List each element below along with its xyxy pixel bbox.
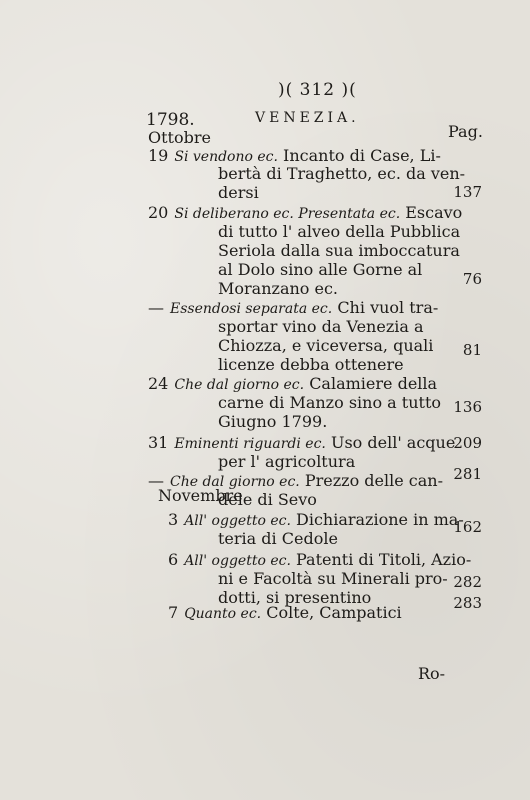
entry-incipit: Si vendono ec. <box>174 149 278 165</box>
year-heading: 1798. <box>146 110 195 130</box>
entry-day: 19 <box>148 146 169 165</box>
entry-incipit: All' oggetto ec. <box>184 513 291 529</box>
entry-3-line-2: teria di Cedole <box>218 529 338 548</box>
city-heading: VENEZIA. <box>255 110 360 126</box>
entry-incipit: Essendosi separata ec. <box>170 301 333 317</box>
entry-essendosi-line-3: Chiozza, e viceversa, quali <box>218 336 434 355</box>
entry-31-page: 209 <box>453 434 482 452</box>
entry-text: Chi vuol tra- <box>337 298 439 317</box>
entry-day: 20 <box>148 203 169 222</box>
entry-incipit: All' oggetto ec. <box>184 553 291 569</box>
entry-20-line-5: Moranzano ec. <box>218 279 339 298</box>
entry-6-page: 282 <box>453 573 482 591</box>
entry-24-page: 136 <box>453 398 482 416</box>
entry-19-line-2: bertà di Traghetto, ec. da ven- <box>218 164 466 183</box>
entry-3-line-1 <box>168 510 464 531</box>
entry-day: 3 <box>168 510 179 529</box>
entry-candele-line-2: dele di Sevo <box>218 490 317 509</box>
entry-day: — <box>148 471 164 490</box>
entry-candele-page: 281 <box>453 465 482 483</box>
entry-day: — <box>148 298 164 317</box>
entry-20-line-3: Seriola dalla sua imboccatura <box>218 241 460 260</box>
entry-incipit: Si deliberano ec. Presentata ec. <box>174 206 401 222</box>
entry-essendosi-line-4: licenze debba ottenere <box>218 355 404 374</box>
entry-19-line-3: dersi <box>218 183 259 202</box>
catchword: Ro- <box>418 664 446 683</box>
entry-6-line-1 <box>168 550 471 571</box>
entry-text: Colte, Campatici <box>266 603 402 622</box>
entry-text: Uso dell' acque <box>330 433 456 452</box>
page-number: )( 312 )( <box>278 80 357 100</box>
month-november: Novembre <box>158 486 243 505</box>
entry-31-line-2: per l' agricoltura <box>218 452 356 471</box>
entry-6-line-3: dotti, si presentino <box>218 588 372 607</box>
entry-day: 7 <box>168 603 179 622</box>
entry-24-line-2: carne di Manzo sino a tutto <box>218 393 442 412</box>
entry-text: Patenti di Titoli, Azio- <box>296 550 472 569</box>
entry-incipit: Eminenti riguardi ec. <box>174 436 326 452</box>
entry-19-page: 137 <box>453 183 482 201</box>
entry-text: Escavo <box>405 203 463 222</box>
entry-text: Calamiere della <box>309 374 438 393</box>
entry-20-line-4: al Dolo sino alle Gorne al <box>218 260 423 279</box>
entry-20-line-1 <box>148 203 462 224</box>
entry-essendosi-page: 81 <box>462 341 482 359</box>
entry-31-line-1 <box>148 433 455 454</box>
entry-3-page: 162 <box>453 518 482 536</box>
entry-essendosi-line-1 <box>148 298 438 319</box>
entry-incipit: Che dal giorno ec. <box>170 474 300 490</box>
entry-20-page: 76 <box>462 270 482 288</box>
entry-day: 6 <box>168 550 179 569</box>
entry-24-line-3: Giugno 1799. <box>218 412 328 431</box>
entry-text: Prezzo delle can- <box>304 471 443 490</box>
entry-text: Dichiarazione in ma- <box>296 510 464 529</box>
month-october: Ottobre <box>148 128 211 147</box>
pag-column-label: Pag. <box>448 122 483 141</box>
entry-essendosi-line-2: sportar vino da Venezia a <box>218 317 424 336</box>
entry-20-line-2: di tutto l' alveo della Pubblica <box>218 222 461 241</box>
entry-incipit: Quanto ec. <box>184 606 262 622</box>
entry-text: Incanto di Case, Li- <box>283 146 441 165</box>
entry-day: 24 <box>148 374 169 393</box>
entry-24-line-1 <box>148 374 437 395</box>
entry-7-page: 283 <box>453 594 482 612</box>
entry-incipit: Che dal giorno ec. <box>174 377 305 393</box>
entry-6-line-2: ni e Facoltà su Minerali pro- <box>218 569 448 588</box>
entry-7-line-1 <box>168 603 402 624</box>
entry-day: 31 <box>148 433 169 452</box>
